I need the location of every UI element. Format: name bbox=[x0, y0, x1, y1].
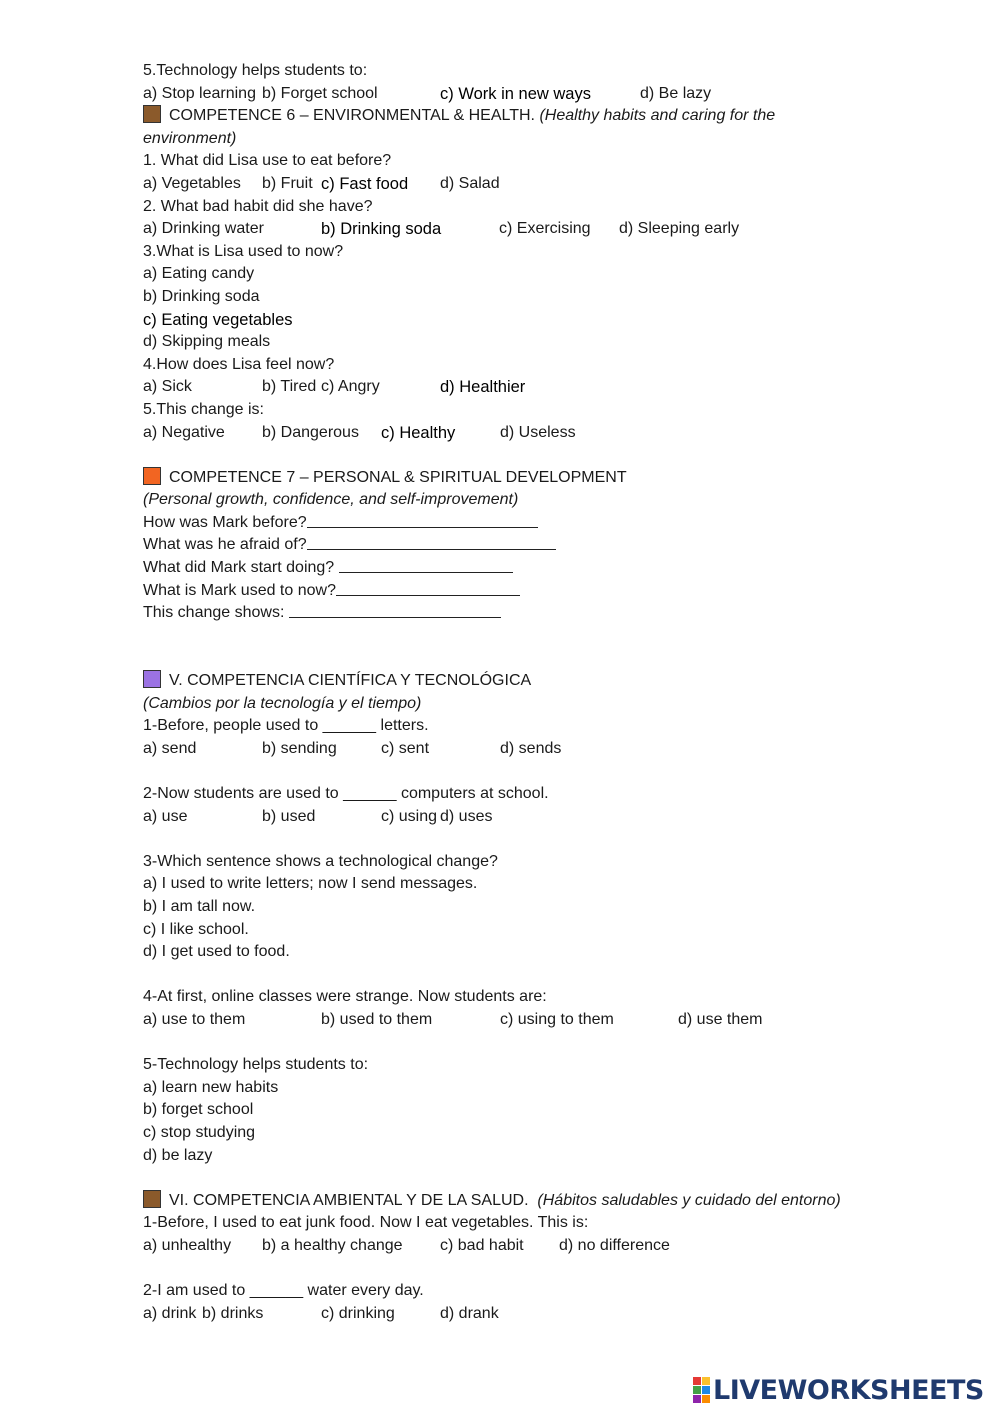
question-text: How was Mark before? bbox=[143, 513, 307, 531]
options-row bbox=[143, 173, 903, 196]
logo-text: LIVEWORKSHEETS bbox=[713, 1374, 984, 1406]
section-subtitle: (Cambios por la tecnología y el tiempo) bbox=[143, 694, 422, 712]
option[interactable]: d) Sleeping early bbox=[619, 220, 740, 238]
question-text: 2-I am used to ______ water every day. bbox=[143, 1282, 424, 1300]
liveworksheets-logo[interactable] bbox=[693, 1375, 984, 1405]
option[interactable]: d) use them bbox=[678, 1010, 763, 1028]
option[interactable]: a) Drinking water bbox=[143, 220, 264, 238]
answer-blank[interactable] bbox=[307, 512, 538, 528]
options-row bbox=[143, 738, 903, 761]
option[interactable]: a) learn new habits bbox=[143, 1078, 279, 1096]
option[interactable]: c) Angry bbox=[321, 378, 380, 396]
option[interactable]: a) Sick bbox=[143, 378, 192, 396]
option[interactable]: a) I used to write letters; now I send messages. bbox=[143, 875, 478, 893]
option[interactable]: c) Healthy bbox=[381, 423, 456, 442]
question-text: 3.What is Lisa used to now? bbox=[143, 242, 344, 260]
options-row bbox=[143, 422, 903, 445]
answer-blank[interactable] bbox=[336, 580, 520, 596]
options-row bbox=[143, 83, 903, 106]
option[interactable]: a) Negative bbox=[143, 423, 225, 441]
question-text: 1-Before, I used to eat junk food. Now I eat vegetables. This is: bbox=[143, 1214, 589, 1232]
option[interactable]: c) Work in new ways bbox=[440, 84, 591, 103]
section-header bbox=[143, 1190, 903, 1213]
option[interactable]: a) drink bbox=[143, 1304, 197, 1322]
options-row bbox=[143, 376, 903, 399]
option[interactable]: b) Dangerous bbox=[262, 423, 359, 441]
question-text: 2-Now students are used to ______ computers at school. bbox=[143, 785, 549, 802]
logo-blocks-icon bbox=[693, 1377, 710, 1403]
option[interactable]: d) be lazy bbox=[143, 1146, 213, 1164]
option[interactable]: d) Healthier bbox=[440, 378, 526, 397]
option[interactable]: b) Drinking soda bbox=[321, 220, 442, 239]
option[interactable]: b) used to them bbox=[321, 1010, 433, 1028]
worksheet-page bbox=[143, 60, 903, 1325]
options-row bbox=[143, 806, 903, 829]
question-text: What was he afraid of? bbox=[143, 536, 307, 554]
option[interactable]: d) Useless bbox=[500, 423, 576, 441]
open-question bbox=[143, 512, 903, 535]
option[interactable]: b) used bbox=[262, 807, 316, 825]
option[interactable]: d) sends bbox=[500, 739, 562, 757]
option[interactable]: c) Exercising bbox=[499, 220, 591, 238]
option[interactable]: b) Tired bbox=[262, 378, 317, 396]
brown-square-icon bbox=[143, 105, 161, 123]
option[interactable]: d) Be lazy bbox=[640, 84, 712, 102]
question-text: 4-At first, online classes were strange. Now students are: bbox=[143, 988, 547, 1006]
brown-square-icon bbox=[143, 1190, 161, 1208]
option[interactable]: c) drinking bbox=[321, 1304, 395, 1322]
option[interactable]: b) drinks bbox=[202, 1304, 264, 1322]
question-text: 5.Technology helps students to: bbox=[143, 62, 368, 79]
option[interactable]: b) a healthy change bbox=[262, 1236, 403, 1254]
option[interactable]: a) use bbox=[143, 807, 188, 825]
options-row bbox=[143, 1009, 903, 1032]
section-header bbox=[143, 105, 903, 128]
option[interactable]: a) send bbox=[143, 739, 197, 757]
section-subtitle: (Hábitos saludables y cuidado del entorno) bbox=[537, 1191, 841, 1209]
options-row bbox=[143, 218, 903, 241]
option[interactable]: c) using to them bbox=[500, 1010, 614, 1028]
logo-block bbox=[693, 1377, 701, 1385]
section-title: V. COMPETENCIA CIENTÍFICA Y TECNOLÓGICA bbox=[169, 672, 532, 690]
question-text: 4.How does Lisa feel now? bbox=[143, 355, 335, 373]
option[interactable]: d) drank bbox=[440, 1304, 499, 1322]
answer-blank[interactable] bbox=[289, 602, 501, 618]
option[interactable]: c) sent bbox=[381, 739, 430, 757]
question-text: What did Mark start doing? bbox=[143, 559, 335, 577]
option[interactable]: c) Fast food bbox=[321, 174, 409, 193]
option[interactable]: a) unhealthy bbox=[143, 1236, 232, 1254]
option[interactable]: b) Fruit bbox=[262, 174, 313, 192]
open-question bbox=[143, 580, 903, 603]
question-text: 1-Before, people used to ______ letters. bbox=[143, 717, 429, 735]
question-text: 2. What bad habit did she have? bbox=[143, 197, 373, 215]
option[interactable]: c) stop studying bbox=[143, 1123, 256, 1141]
open-question bbox=[143, 534, 903, 557]
option[interactable]: a) Eating candy bbox=[143, 265, 255, 283]
option[interactable]: b) sending bbox=[262, 739, 337, 757]
question-text: 5-Technology helps students to: bbox=[143, 1056, 369, 1074]
option[interactable]: d) I get used to food. bbox=[143, 943, 290, 961]
option[interactable]: c) using bbox=[381, 807, 438, 825]
logo-block bbox=[693, 1386, 701, 1394]
section-title: COMPETENCE 6 – ENVIRONMENTAL & HEALTH. bbox=[169, 107, 535, 125]
option[interactable]: b) I am tall now. bbox=[143, 897, 256, 915]
logo-block bbox=[693, 1395, 701, 1403]
orange-square-icon bbox=[143, 467, 161, 485]
option[interactable]: d) Skipping meals bbox=[143, 333, 271, 351]
section-title: COMPETENCE 7 – PERSONAL & SPIRITUAL DEVELOPMENT bbox=[169, 468, 627, 486]
option[interactable]: c) Eating vegetables bbox=[143, 310, 293, 329]
option[interactable]: c) bad habit bbox=[440, 1236, 524, 1254]
section-title: VI. COMPETENCIA AMBIENTAL Y DE LA SALUD. bbox=[169, 1191, 529, 1209]
logo-block bbox=[702, 1377, 710, 1385]
logo-block bbox=[702, 1386, 710, 1394]
question-text: 3-Which sentence shows a technological change? bbox=[143, 852, 498, 870]
answer-blank[interactable] bbox=[339, 557, 513, 573]
option[interactable]: a) Stop learning bbox=[143, 84, 256, 102]
section-subtitle: (Personal growth, confidence, and self-improvement) bbox=[143, 491, 519, 509]
option[interactable]: d) Salad bbox=[440, 174, 500, 192]
logo-block bbox=[702, 1395, 710, 1403]
answer-blank[interactable] bbox=[307, 534, 556, 550]
question-text: What is Mark used to now? bbox=[143, 581, 336, 599]
option[interactable]: c) I like school. bbox=[143, 920, 249, 938]
question-text: 1. What did Lisa use to eat before? bbox=[143, 152, 392, 170]
option[interactable]: d) no difference bbox=[559, 1236, 670, 1254]
open-question bbox=[143, 557, 903, 580]
option[interactable]: a) use to them bbox=[143, 1010, 246, 1028]
section-header bbox=[143, 467, 903, 490]
option[interactable]: b) Forget school bbox=[262, 84, 378, 102]
open-question bbox=[143, 602, 903, 625]
option[interactable]: b) Drinking soda bbox=[143, 287, 260, 305]
section-header bbox=[143, 670, 903, 693]
option[interactable]: b) forget school bbox=[143, 1101, 254, 1119]
question-text: This change shows: bbox=[143, 604, 285, 622]
purple-square-icon bbox=[143, 670, 161, 688]
question-text: 5.This change is: bbox=[143, 400, 264, 418]
options-row bbox=[143, 1235, 903, 1258]
section-subtitle: environment) bbox=[143, 129, 237, 147]
option[interactable]: d) uses bbox=[440, 807, 493, 825]
section-subtitle: (Healthy habits and caring for the bbox=[539, 107, 776, 125]
option[interactable]: a) Vegetables bbox=[143, 174, 241, 192]
options-row bbox=[143, 1303, 903, 1326]
